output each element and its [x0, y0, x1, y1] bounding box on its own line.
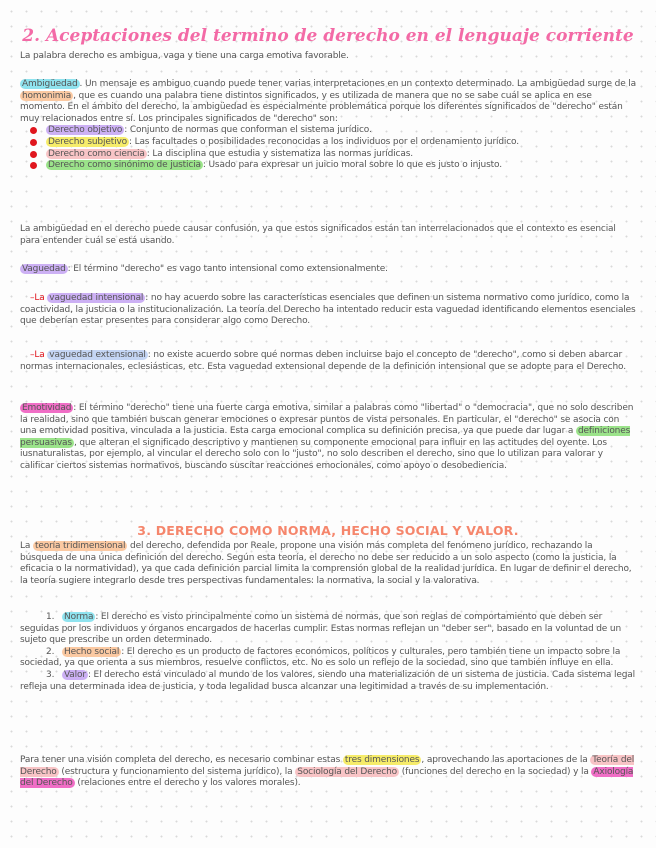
axiologia-highlight: Axiología del Derecho — [20, 766, 634, 789]
conclusion-text: (relaciones entre el derecho y los valores morales). — [74, 778, 301, 789]
dash-marker: –La — [30, 293, 48, 303]
list-number: 2. — [46, 646, 55, 657]
dash-marker: –La — [30, 350, 48, 360]
ambiguedad-text-1: . Un mensaje es ambiguo cuando puede tener varias interpretaciones en un contexto determinado. La ambigüedad surge de la — [79, 79, 637, 89]
conclusion-text: Para tener una visión completa del derecho, es necesario combinar estas — [20, 755, 343, 765]
vaguedad-intro — [20, 264, 638, 276]
norma-term: Norma — [64, 612, 94, 622]
derecho-subjetivo-term: Derecho subjetivo — [48, 136, 127, 147]
conclusion-text: (funciones del derecho en la sociedad) y la — [399, 766, 592, 777]
valor-term: Valor — [64, 669, 86, 680]
list-item — [20, 149, 638, 161]
list-number: 3. — [46, 669, 55, 680]
vaguedad-label: Vaguedad — [22, 264, 66, 274]
homonimia-highlight: homonimia — [22, 90, 72, 101]
conclusion-text: (estructura y funcionamiento del sistema jurídico), la — [58, 766, 296, 777]
ambiguedad-closing: La ambigüedad en el derecho puede causar confusión, ya que estos significados están tan interrelacionados que el contexto es esencial para entender cuál se está usando. — [20, 224, 616, 246]
list-item-desc: : El derecho está vinculado al mundo de los valores, siendo una materialización de un sistema de justicia. Cada sistema legal refleja una determinada idea de justicia, y toda legalidad busca alcanzar una legitimidad a través de su implementación. — [20, 669, 635, 692]
vaguedad-extensional-term: vaguedad extensional — [49, 350, 146, 360]
vaguedad-intensional-text: : no hay acuerdo sobre las características esenciales que definen un sistema normativo como jurídico, como la coactividad, la justicia o la institucionalización. La teoría del Derecho ha intentado reducir esta vaguedad identificando elementos esenciales que deberían estar presentes para considerar algo como Derecho. — [20, 293, 636, 327]
ambiguedad-block — [20, 79, 638, 172]
intro-text: La palabra derecho es ambigua, vaga y tiene una carga emotiva favorable. — [20, 51, 349, 61]
teoria-text: del derecho, defendida por Reale, propone una visión más completa del fenómeno jurídico, rechazando la búsqueda de una única definición del derecho. Según esta teoría, el derecho no debe ser reducido a un solo aspecto (como la justicia, la eficacia o la normatividad), ya que cada definición parcial limita la comprensión global de la realidad jurídica. En lugar de definir el derecho, la teoría sugiere integrarlo desde tres perspectivas fundamentales: la normativa, la social y la valorativa. — [20, 541, 632, 586]
dimensiones-list — [20, 612, 638, 693]
section-3-title: 3. DERECHO COMO NORMA, HECHO SOCIAL Y VALOR. — [137, 523, 519, 538]
teoria-tridimensional-para — [20, 541, 638, 587]
ambiguedad-text-2: , que es cuando una palabra tiene distintos significados, y es utilizada de manera que no se sabe cuál se aplica en ese momento. En el ámbito del derecho, la ambigüedad es especialmente problemática porque los diferentes significados de "derecho" están muy relacionados entre sí. Los principales significados de "derecho" son: — [20, 90, 623, 124]
tres-dimensiones-highlight: tres dimensiones — [344, 755, 420, 765]
conclusion-para — [20, 755, 638, 790]
para-prefix: La — [20, 541, 33, 551]
list-item-desc: : La disciplina que estudia y sistematiza las normas jurídicas. — [146, 148, 413, 159]
list-item — [20, 670, 638, 693]
list-item-desc: : El derecho es un producto de factores económicos, políticos y culturales, pero también tiene un impacto sobre la sociedad, ya que orienta a sus miembros, resuelve conflictos, etc. No es solo un reflejo de la sociedad, sino que también influye en ella. — [20, 646, 621, 669]
section-2-title: 2. Aceptaciones del termino de derecho en el lenguaje corriente — [22, 26, 634, 46]
emotividad-label: Emotividad — [22, 403, 72, 413]
derecho-objetivo-term: Derecho objetivo — [48, 125, 123, 136]
list-item-desc: : El derecho es visto principalmente como un sistema de normas, que son reglas de comportamiento que deben ser seguidas por los individuos y órganos encargados de hacerlas cumplir. Estas normas reflejan un "deber ser", basado en la voluntad de un sujeto que prescribe un orden determinado. — [20, 612, 622, 646]
derecho-ciencia-term: Derecho como ciencia — [48, 148, 145, 159]
emotividad-para — [20, 403, 638, 473]
list-number: 1. — [46, 612, 55, 622]
ambiguedad-label: Ambigüedad — [22, 79, 78, 89]
conclusion-text: , aprovechando las aportaciones de la — [421, 755, 591, 765]
sociologia-highlight: Sociología del Derecho — [297, 766, 397, 777]
list-item-desc: : Usado para expresar un juicio moral sobre lo que es justo o injusto. — [202, 160, 502, 171]
list-item — [20, 612, 638, 647]
vaguedad-intensional-para — [20, 293, 638, 328]
emotividad-text-2: , que alteran el significado descriptivo y mantienen su componente emocional para influir en las actitudes del oyente. Los iusnaturalistas, por ejemplo, al vincular el derecho solo con lo "justo", no solo describen el derecho, sino que lo utilizan para valorar y calificar ciertos sistemas normativos, buscando suscitar reacciones emocionales, como apoyo o desobediencia. — [20, 437, 607, 471]
vaguedad-intensional-term: vaguedad intensional — [49, 293, 144, 303]
list-item — [20, 125, 638, 137]
teoria-del-derecho-highlight: Teoría del Derecho — [20, 755, 635, 777]
significados-list — [20, 125, 638, 171]
vaguedad-extensional-para — [20, 350, 638, 373]
list-item — [20, 160, 638, 172]
vaguedad-extensional-text: : no existe acuerdo sobre qué normas deben incluirse bajo el concepto de "derecho", como si deben abarcar normas internacionales, eclesiásticas, etc. Esta vaguedad extensional depende de la definición intensional que se adopte para el Derecho. — [20, 350, 626, 372]
definiciones-persuasivas-highlight: definiciones persuasivas — [20, 426, 631, 448]
derecho-justicia-term: Derecho como sinónimo de justicia — [48, 160, 201, 171]
teoria-tridimensional-highlight: teoría tridimensional — [34, 541, 126, 551]
vaguedad-text: : El término "derecho" es vago tanto intensional como extensionalmente. — [67, 264, 388, 274]
hecho-social-term: Hecho social — [64, 646, 120, 657]
list-item-desc: : Conjunto de normas que conforman el sistema jurídico. — [124, 125, 372, 136]
list-item-desc: : Las facultades o posibilidades reconocidas a los individuos por el ordenamiento jurídico. — [128, 136, 519, 147]
list-item — [20, 137, 638, 149]
emotividad-text-1: : El término "derecho" tiene una fuerte carga emotiva, similar a palabras como "libertad" o "democracia", que no solo describen la realidad, sino que también buscan generar emociones o expresar puntos de vista personales. En particular, el "derecho" se asocia con una emotividad positiva, vinculada a la justicia. Esta carga emocional complica su definición precisa, ya que puede dar lugar a — [20, 403, 634, 437]
list-item — [20, 647, 638, 670]
